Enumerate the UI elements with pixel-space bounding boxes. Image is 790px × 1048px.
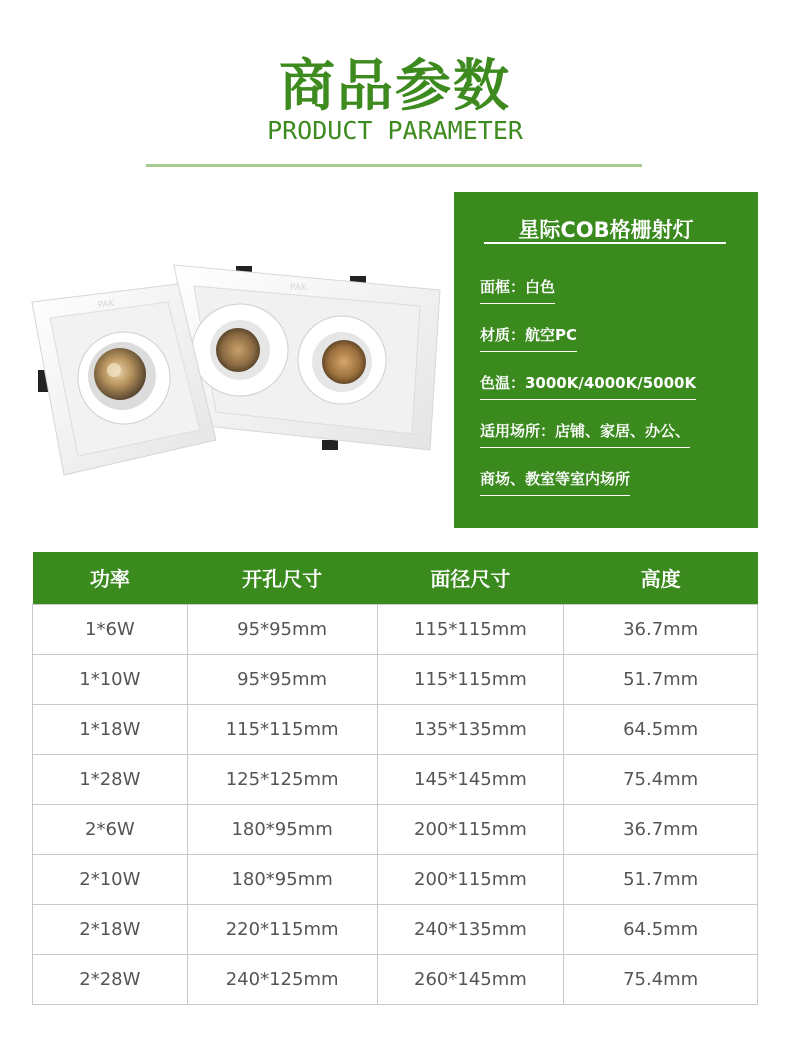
- cell-face: 115*115mm: [377, 604, 564, 654]
- page-subtitle: PRODUCT PARAMETER: [267, 116, 523, 145]
- spec-frame: 面框：白色: [480, 276, 555, 304]
- spec-panel: [454, 192, 758, 528]
- table-row: [33, 704, 758, 754]
- col-header-face: 面径尺寸: [377, 552, 564, 604]
- cell-height: 64.5mm: [564, 704, 758, 754]
- product-name-underline: [484, 242, 726, 244]
- cell-height: 51.7mm: [564, 654, 758, 704]
- cell-cutout: 180*95mm: [187, 854, 377, 904]
- svg-text:PAK: PAK: [97, 298, 116, 311]
- cell-cutout: 220*115mm: [187, 904, 377, 954]
- table-header-row: [33, 552, 758, 604]
- cell-cutout: 180*95mm: [187, 804, 377, 854]
- cell-height: 51.7mm: [564, 854, 758, 904]
- title-divider: [146, 164, 642, 167]
- cell-cutout: 115*115mm: [187, 704, 377, 754]
- cell-power: 1*10W: [33, 654, 188, 704]
- spec-venues-line2: 商场、教室等室内场所: [480, 468, 630, 496]
- spec-table: [32, 552, 758, 1005]
- cell-face: 200*115mm: [377, 854, 564, 904]
- cell-power: 2*10W: [33, 854, 188, 904]
- cell-cutout: 240*125mm: [187, 954, 377, 1004]
- cell-power: 2*18W: [33, 904, 188, 954]
- cell-height: 36.7mm: [564, 604, 758, 654]
- cell-power: 2*6W: [33, 804, 188, 854]
- double-fixture: [174, 265, 440, 450]
- cell-face: 135*135mm: [377, 704, 564, 754]
- product-name: 星际COB格栅射灯: [518, 218, 694, 242]
- cell-height: 75.4mm: [564, 754, 758, 804]
- table-row: [33, 604, 758, 654]
- cell-power: 2*28W: [33, 954, 188, 1004]
- cell-height: 36.7mm: [564, 804, 758, 854]
- col-header-cutout: 开孔尺寸: [187, 552, 377, 604]
- table-row: [33, 854, 758, 904]
- col-header-power: 功率: [33, 552, 188, 604]
- cell-face: 115*115mm: [377, 654, 564, 704]
- table-row: [33, 954, 758, 1004]
- cell-power: 1*6W: [33, 604, 188, 654]
- cell-face: 145*145mm: [377, 754, 564, 804]
- table-row: [33, 654, 758, 704]
- table-body: [33, 604, 758, 1004]
- page-title: 商品参数: [279, 54, 511, 119]
- col-header-height: 高度: [564, 552, 758, 604]
- product-image: [28, 190, 446, 530]
- cell-face: 240*135mm: [377, 904, 564, 954]
- spec-venues-line1: 适用场所：店铺、家居、办公、: [480, 420, 690, 448]
- spec-color-temp: 色温：3000K/4000K/5000K: [480, 372, 696, 400]
- cell-power: 1*18W: [33, 704, 188, 754]
- cell-cutout: 95*95mm: [187, 654, 377, 704]
- cell-cutout: 95*95mm: [187, 604, 377, 654]
- cell-face: 260*145mm: [377, 954, 564, 1004]
- cell-height: 64.5mm: [564, 904, 758, 954]
- cell-power: 1*28W: [33, 754, 188, 804]
- cell-face: 200*115mm: [377, 804, 564, 854]
- brand-mark: PAK: [290, 283, 307, 293]
- cell-cutout: 125*125mm: [187, 754, 377, 804]
- spec-material: 材质：航空PC: [480, 324, 577, 352]
- table-row: [33, 754, 758, 804]
- cell-height: 75.4mm: [564, 954, 758, 1004]
- table-row: [33, 904, 758, 954]
- table-row: [33, 804, 758, 854]
